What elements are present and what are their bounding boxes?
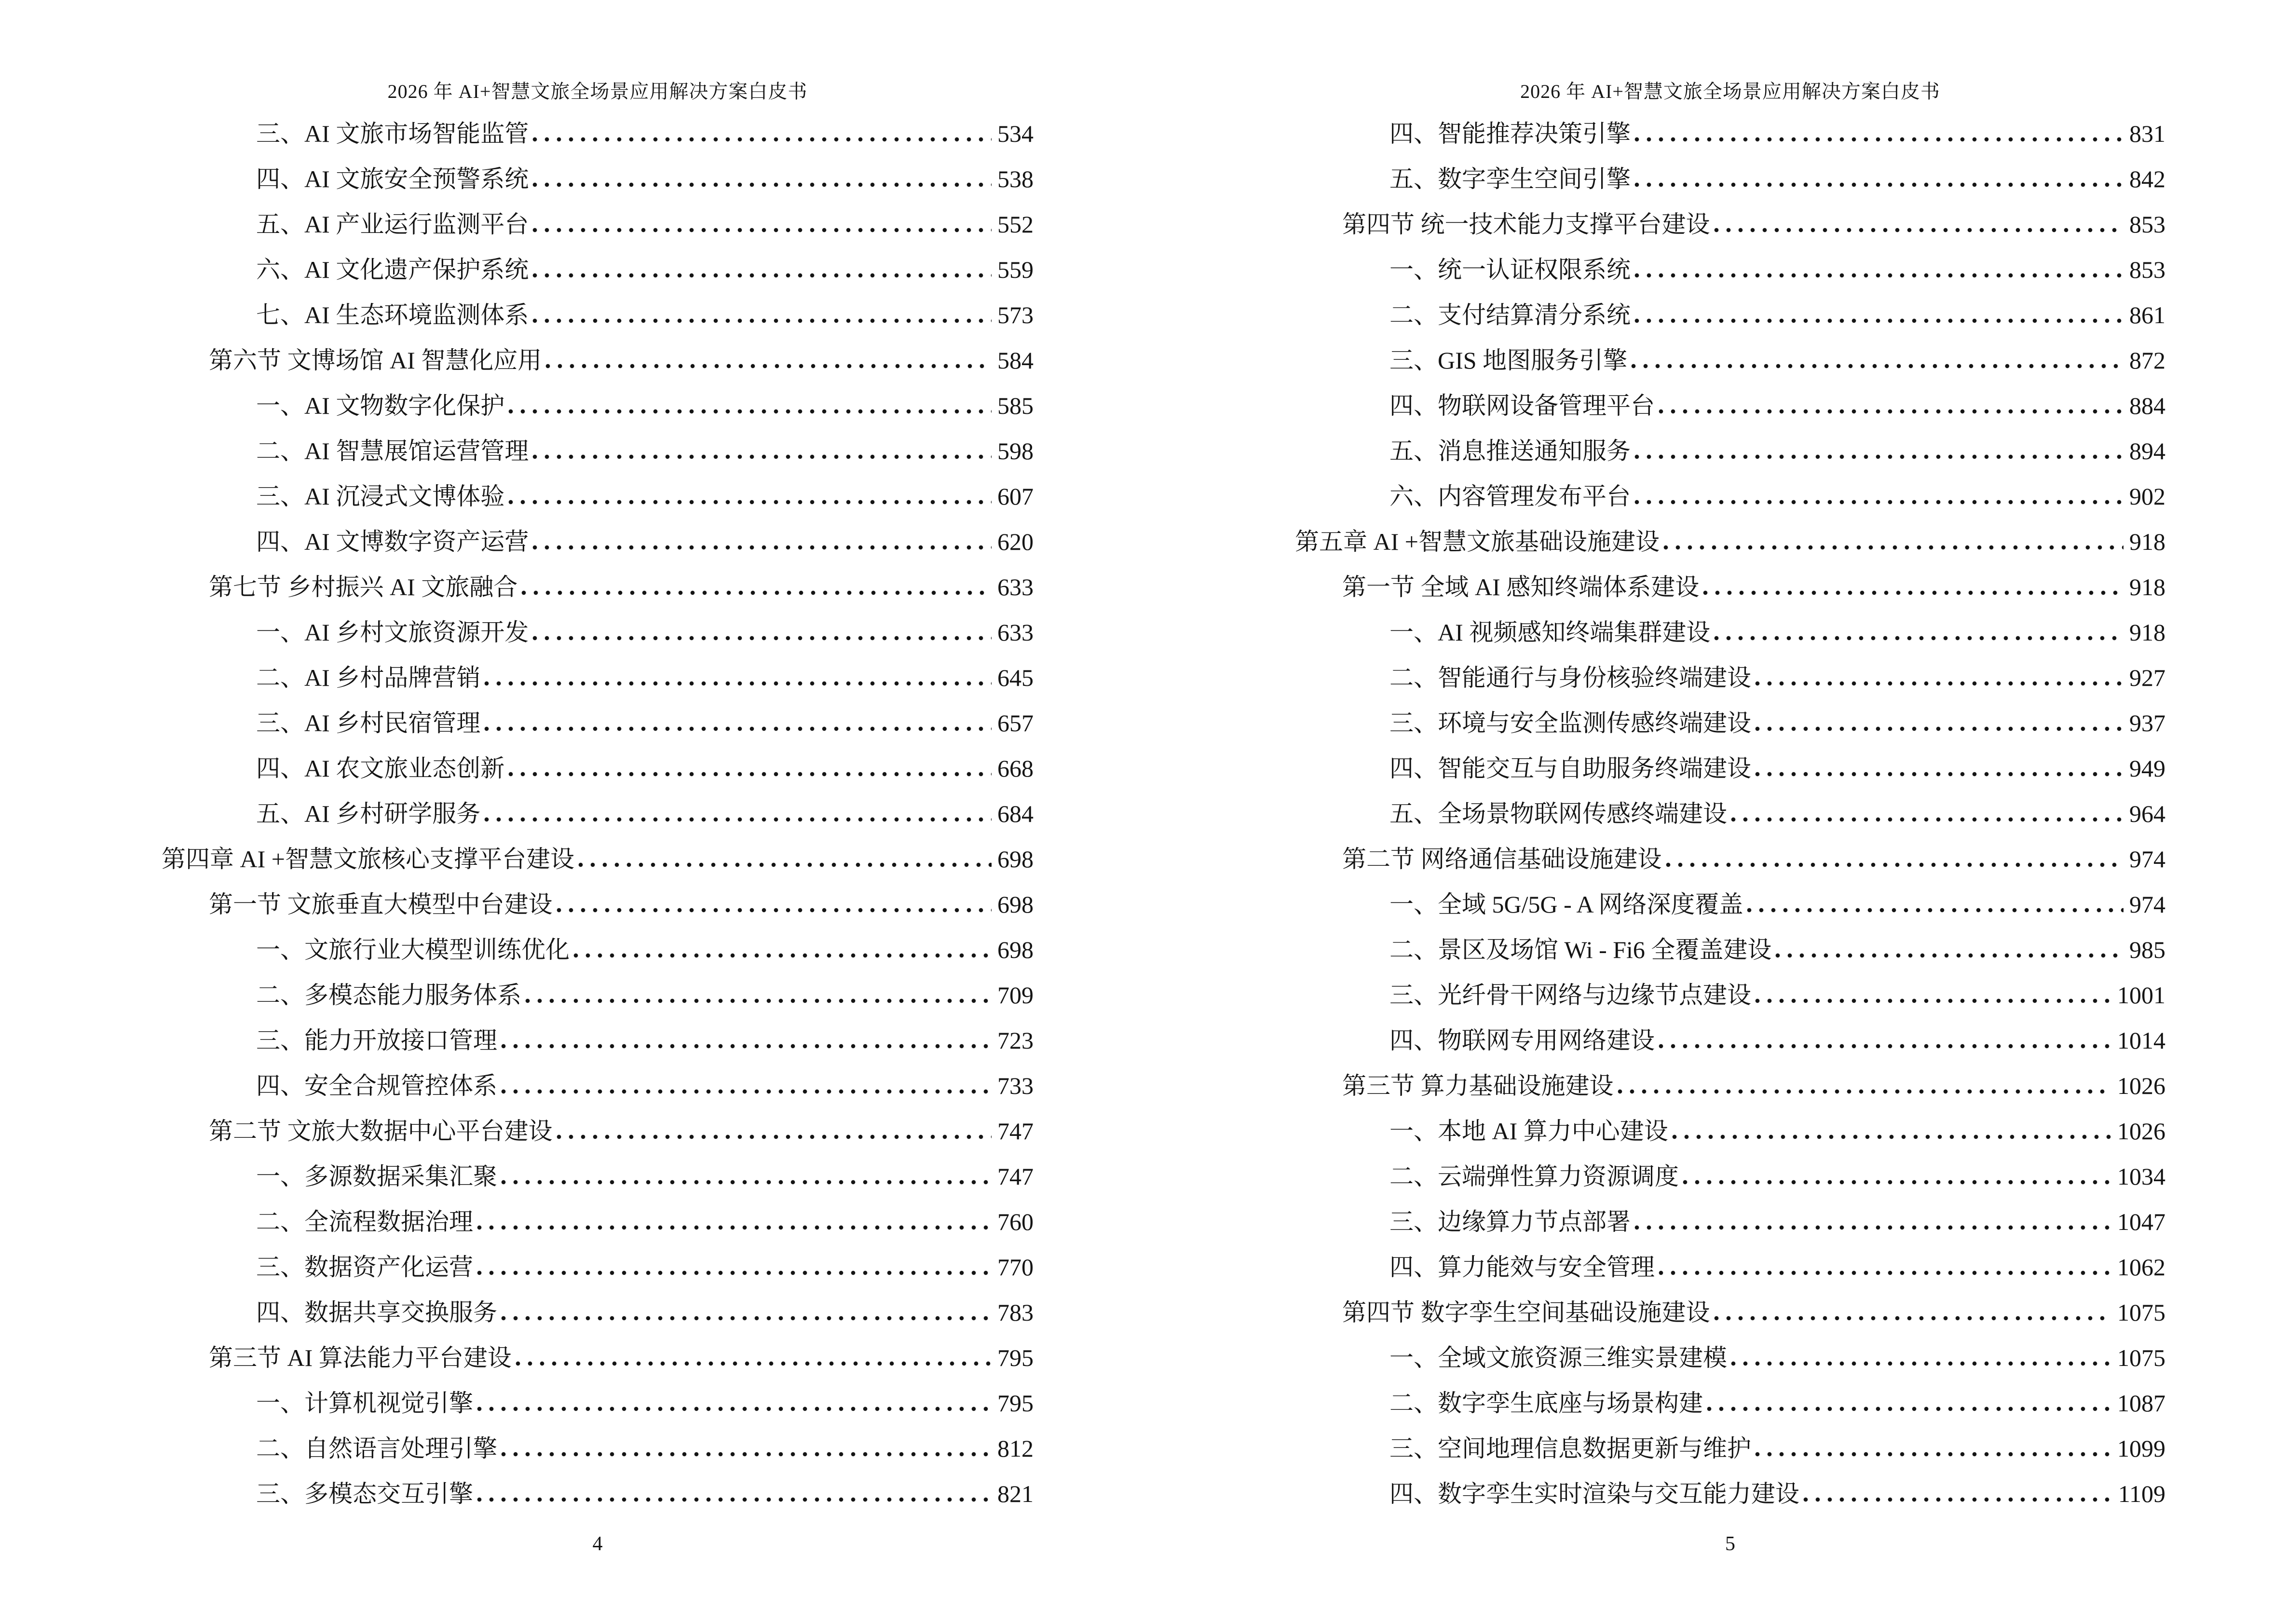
toc-entry-page: 1001 <box>2117 982 2165 1009</box>
toc-entry-title: 五、消息推送通知服务 <box>1389 437 1631 464</box>
toc-entry-page: 795 <box>997 1390 1034 1417</box>
page-content <box>162 0 1034 1624</box>
dot-leader <box>532 136 992 142</box>
toc-entry[interactable] <box>1295 700 2165 746</box>
toc-entry-page: 585 <box>997 392 1034 419</box>
dot-leader <box>501 1315 992 1321</box>
toc-entry[interactable] <box>1295 1426 2165 1471</box>
toc-entry-page: 633 <box>997 573 1034 600</box>
toc-entry[interactable] <box>162 746 1034 791</box>
toc-entry-page: 894 <box>2129 437 2165 464</box>
dot-leader <box>1714 635 2124 641</box>
toc-entry-page: 918 <box>2129 528 2165 555</box>
dot-leader <box>1634 273 2124 278</box>
toc-entry-page: 1099 <box>2117 1435 2165 1462</box>
dot-leader <box>532 182 992 187</box>
dot-leader <box>1747 907 2124 913</box>
toc-entry-title: 四、安全合规管控体系 <box>256 1072 497 1099</box>
toc-entry-title: 三、边缘算力节点部署 <box>1389 1208 1631 1235</box>
toc-entry-title: 第三节 AI 算法能力平台建设 <box>209 1344 512 1371</box>
toc-entry[interactable] <box>1295 1018 2165 1063</box>
toc-entry-page: 812 <box>997 1435 1034 1462</box>
toc-entry-page: 783 <box>997 1299 1034 1326</box>
toc-entry-page: 770 <box>997 1254 1034 1281</box>
toc-entry-title: 五、AI 乡村研学服务 <box>256 800 481 827</box>
toc-entry[interactable] <box>162 1108 1034 1154</box>
toc-entry[interactable] <box>1295 746 2165 791</box>
toc-entry[interactable] <box>162 564 1034 610</box>
toc-list <box>162 111 1034 1516</box>
toc-entry-title: 第二节 文旅大数据中心平台建设 <box>209 1118 553 1145</box>
dot-leader <box>501 1179 992 1185</box>
toc-entry[interactable] <box>1295 564 2165 610</box>
toc-entry-page: 760 <box>997 1208 1034 1235</box>
toc-entry[interactable] <box>1295 247 2165 292</box>
toc-entry[interactable] <box>1295 1154 2165 1199</box>
dot-leader <box>477 1497 992 1502</box>
toc-entry-page: 698 <box>997 891 1034 918</box>
toc-entry-title: 一、多源数据采集汇聚 <box>256 1163 497 1190</box>
dot-leader <box>532 635 992 641</box>
toc-entry[interactable] <box>1295 202 2165 247</box>
toc-entry-title: 一、全域 5G/5G - A 网络深度覆盖 <box>1389 891 1743 918</box>
toc-entry-page: 1075 <box>2117 1344 2165 1371</box>
toc-entry-title: 第六节 文博场馆 AI 智慧化应用 <box>209 347 542 374</box>
dot-leader <box>1634 499 2124 505</box>
toc-entry-title: 四、智能交互与自助服务终端建设 <box>1389 755 1751 782</box>
dot-leader <box>521 590 992 595</box>
toc-entry-page: 964 <box>2129 800 2165 827</box>
toc-entry[interactable] <box>162 1335 1034 1380</box>
dot-leader <box>508 409 992 414</box>
toc-entry[interactable] <box>1295 1108 2165 1154</box>
dot-leader <box>1659 1270 2111 1275</box>
dot-leader <box>1714 227 2124 232</box>
toc-entry-page: 918 <box>2129 573 2165 600</box>
toc-entry[interactable] <box>162 836 1034 882</box>
toc-entry-page: 668 <box>997 755 1034 782</box>
toc-entry-page: 559 <box>997 256 1034 283</box>
toc-entry-title: 一、计算机视觉引擎 <box>256 1390 473 1417</box>
toc-entry-page: 1026 <box>2117 1118 2165 1145</box>
toc-entry-title: 二、数字孪生底座与场景构建 <box>1389 1390 1703 1417</box>
toc-entry[interactable] <box>162 474 1034 519</box>
dot-leader <box>1803 1497 2112 1502</box>
toc-entry[interactable] <box>1295 1335 2165 1380</box>
toc-entry[interactable] <box>1295 1380 2165 1426</box>
toc-entry-page: 1026 <box>2117 1072 2165 1099</box>
dot-leader <box>532 318 992 323</box>
toc-entry-page: 620 <box>997 528 1034 555</box>
toc-entry[interactable] <box>162 1199 1034 1244</box>
toc-entry[interactable] <box>162 202 1034 247</box>
toc-entry[interactable] <box>162 383 1034 428</box>
toc-entry-page: 974 <box>2129 891 2165 918</box>
toc-list <box>1295 111 2165 1516</box>
toc-entry-title: 第四章 AI +智慧文旅核心支撑平台建设 <box>162 846 574 873</box>
toc-entry[interactable] <box>162 1063 1034 1108</box>
toc-entry-title: 三、光纤骨干网络与边缘节点建设 <box>1389 982 1751 1009</box>
toc-entry[interactable] <box>162 428 1034 474</box>
toc-entry-title: 第三节 算力基础设施建设 <box>1342 1072 1614 1099</box>
toc-entry[interactable] <box>1295 383 2165 428</box>
dot-leader <box>532 545 992 550</box>
toc-entry-page: 534 <box>997 120 1034 147</box>
toc-entry[interactable] <box>1295 791 2165 836</box>
dot-leader <box>545 363 992 368</box>
toc-entry-title: 二、景区及场馆 Wi - Fi6 全覆盖建设 <box>1389 936 1772 963</box>
toc-entry-title: 二、全流程数据治理 <box>256 1208 473 1235</box>
toc-entry-title: 四、数据共享交换服务 <box>256 1299 497 1326</box>
dot-leader <box>1631 363 2124 368</box>
dot-leader <box>501 1089 992 1094</box>
page-number: 5 <box>1725 1533 1735 1555</box>
toc-entry-page: 1087 <box>2117 1390 2165 1417</box>
dot-leader <box>501 1043 992 1049</box>
toc-entry[interactable] <box>1295 338 2165 383</box>
toc-entry-page: 853 <box>2129 256 2165 283</box>
toc-entry-title: 二、AI 智慧展馆运营管理 <box>256 437 529 464</box>
toc-entry[interactable] <box>1295 836 2165 882</box>
toc-entry-title: 四、数字孪生实时渲染与交互能力建设 <box>1389 1480 1799 1507</box>
toc-entry-page: 538 <box>997 165 1034 192</box>
toc-entry[interactable] <box>1295 1199 2165 1244</box>
dot-leader <box>1683 1179 2111 1185</box>
dot-leader <box>1707 1406 2111 1411</box>
toc-entry-title: 一、AI 文物数字化保护 <box>256 392 505 419</box>
toc-entry[interactable] <box>162 1154 1034 1199</box>
toc-entry-page: 853 <box>2129 211 2165 238</box>
toc-entry[interactable] <box>162 1244 1034 1290</box>
toc-entry-page: 974 <box>2129 846 2165 873</box>
toc-entry-page: 1034 <box>2117 1163 2165 1190</box>
toc-entry[interactable] <box>1295 927 2165 972</box>
toc-entry[interactable] <box>162 1018 1034 1063</box>
toc-entry-page: 949 <box>2129 755 2165 782</box>
dot-leader <box>1755 726 2124 731</box>
toc-entry[interactable] <box>162 655 1034 700</box>
toc-entry-page: 657 <box>997 710 1034 737</box>
toc-entry-page: 573 <box>997 301 1034 328</box>
toc-entry-page: 872 <box>2129 347 2165 374</box>
toc-entry-page: 709 <box>997 982 1034 1009</box>
page-content <box>1295 0 2165 1624</box>
toc-entry-page: 1109 <box>2118 1480 2165 1507</box>
dot-leader <box>1634 136 2124 142</box>
toc-entry-title: 一、全域文旅资源三维实景建模 <box>1389 1344 1727 1371</box>
dot-leader <box>484 817 992 822</box>
dot-leader <box>525 998 992 1003</box>
toc-entry-title: 三、空间地理信息数据更新与维护 <box>1389 1435 1751 1462</box>
dot-leader <box>532 454 992 459</box>
toc-entry[interactable] <box>162 1380 1034 1426</box>
toc-entry[interactable] <box>1295 972 2165 1018</box>
toc-entry-title: 第五章 AI +智慧文旅基础设施建设 <box>1295 528 1660 555</box>
toc-entry[interactable] <box>1295 292 2165 338</box>
toc-entry-page: 1047 <box>2117 1208 2165 1235</box>
toc-entry-title: 三、AI 沉浸式文博体验 <box>256 483 505 510</box>
toc-entry-page: 831 <box>2129 120 2165 147</box>
toc-entry-title: 四、物联网设备管理平台 <box>1389 392 1655 419</box>
dot-leader <box>1731 817 2124 822</box>
page-number: 4 <box>592 1533 603 1555</box>
toc-entry-title: 一、统一认证权限系统 <box>1389 256 1631 283</box>
toc-entry-page: 645 <box>997 664 1034 691</box>
dot-leader <box>484 681 992 686</box>
toc-entry-page: 821 <box>997 1480 1034 1507</box>
toc-entry-title: 四、算力能效与安全管理 <box>1389 1254 1655 1281</box>
toc-entry[interactable] <box>162 247 1034 292</box>
toc-entry-page: 552 <box>997 211 1034 238</box>
toc-entry-page: 937 <box>2129 710 2165 737</box>
toc-entry-page: 1062 <box>2117 1254 2165 1281</box>
toc-entry-page: 985 <box>2129 936 2165 963</box>
toc-entry-title: 第一节 全域 AI 感知终端体系建设 <box>1342 573 1700 600</box>
toc-entry[interactable] <box>1295 610 2165 655</box>
dot-leader <box>501 1451 992 1457</box>
toc-entry-title: 二、多模态能力服务体系 <box>256 982 521 1009</box>
dot-leader <box>1666 862 2124 867</box>
toc-entry[interactable] <box>162 338 1034 383</box>
dot-leader <box>1663 545 2124 550</box>
dot-leader <box>1659 1043 2111 1049</box>
dot-leader <box>557 1134 992 1139</box>
toc-entry-title: 三、能力开放接口管理 <box>256 1027 497 1054</box>
toc-entry-title: 五、AI 产业运行监测平台 <box>256 211 529 238</box>
dot-leader <box>477 1270 992 1275</box>
dot-leader <box>1731 1361 2111 1366</box>
dot-leader <box>1755 998 2111 1003</box>
toc-entry[interactable] <box>162 156 1034 202</box>
toc-entry-title: 六、AI 文化遗产保护系统 <box>256 256 529 283</box>
dot-leader <box>508 499 992 505</box>
toc-entry-page: 733 <box>997 1072 1034 1099</box>
toc-entry-title: 七、AI 生态环境监测体系 <box>256 301 529 328</box>
page-header-title: 2026 年 AI+智慧文旅全场景应用解决方案白皮书 <box>1520 81 1940 102</box>
toc-entry[interactable] <box>162 1471 1034 1516</box>
toc-entry[interactable] <box>1295 1290 2165 1335</box>
toc-entry-title: 三、多模态交互引擎 <box>256 1480 473 1507</box>
toc-entry-title: 三、AI 乡村民宿管理 <box>256 710 481 737</box>
toc-entry-page: 1014 <box>2117 1027 2165 1054</box>
dot-leader <box>532 273 992 278</box>
toc-entry-page: 723 <box>997 1027 1034 1054</box>
dot-leader <box>532 227 992 232</box>
toc-entry-title: 二、自然语言处理引擎 <box>256 1435 497 1462</box>
dot-leader <box>1634 1225 2111 1230</box>
toc-entry-page: 584 <box>997 347 1034 374</box>
dot-leader <box>1714 1315 2112 1321</box>
dot-leader <box>1755 1451 2111 1457</box>
toc-entry-page: 842 <box>2129 165 2165 192</box>
toc-entry-title: 一、AI 乡村文旅资源开发 <box>256 619 529 646</box>
toc-entry-page: 684 <box>997 800 1034 827</box>
toc-entry-page: 698 <box>997 936 1034 963</box>
dot-leader <box>484 726 992 731</box>
toc-entry[interactable] <box>1295 111 2165 156</box>
toc-entry-title: 四、智能推荐决策引擎 <box>1389 120 1631 147</box>
toc-entry-page: 747 <box>997 1118 1034 1145</box>
dot-leader <box>578 862 992 867</box>
toc-entry[interactable] <box>162 1290 1034 1335</box>
toc-entry-title: 四、AI 文旅安全预警系统 <box>256 165 529 192</box>
toc-page-right <box>1144 0 2287 1624</box>
toc-entry-title: 三、数据资产化运营 <box>256 1254 473 1281</box>
toc-entry-page: 918 <box>2129 619 2165 646</box>
toc-entry[interactable] <box>1295 1063 2165 1108</box>
toc-entry-title: 第七节 乡村振兴 AI 文旅融合 <box>209 573 518 600</box>
toc-entry-title: 第四节 数字孪生空间基础设施建设 <box>1342 1299 1710 1326</box>
toc-entry[interactable] <box>1295 1244 2165 1290</box>
toc-entry[interactable] <box>1295 156 2165 202</box>
dot-leader <box>508 771 992 777</box>
toc-entry[interactable] <box>162 791 1034 836</box>
toc-entry[interactable] <box>162 882 1034 927</box>
toc-entry-title: 五、数字孪生空间引擎 <box>1389 165 1631 192</box>
page-header-title: 2026 年 AI+智慧文旅全场景应用解决方案白皮书 <box>387 81 808 102</box>
dot-leader <box>1618 1089 2112 1094</box>
toc-entry[interactable] <box>162 927 1034 972</box>
dot-leader <box>1659 409 2124 414</box>
toc-entry-title: 四、AI 文博数字资产运营 <box>256 528 529 555</box>
toc-entry[interactable] <box>162 972 1034 1018</box>
toc-entry-title: 一、本地 AI 算力中心建设 <box>1389 1118 1668 1145</box>
toc-entry-page: 902 <box>2129 483 2165 510</box>
dot-leader <box>477 1406 992 1411</box>
dot-leader <box>557 907 992 913</box>
toc-entry-page: 861 <box>2129 301 2165 328</box>
toc-entry[interactable] <box>162 519 1034 564</box>
toc-entry[interactable] <box>162 610 1034 655</box>
toc-entry-title: 四、AI 农文旅业态创新 <box>256 755 505 782</box>
toc-entry-title: 二、支付结算清分系统 <box>1389 301 1631 328</box>
toc-entry[interactable] <box>1295 882 2165 927</box>
dot-leader <box>1755 681 2124 686</box>
dot-leader <box>477 1225 992 1230</box>
toc-entry-title: 第四节 统一技术能力支撑平台建设 <box>1342 211 1710 238</box>
toc-entry-title: 一、文旅行业大模型训练优化 <box>256 936 570 963</box>
toc-entry[interactable] <box>162 1426 1034 1471</box>
toc-entry-title: 三、环境与安全监测传感终端建设 <box>1389 710 1751 737</box>
dot-leader <box>516 1361 992 1366</box>
toc-entry-title: 第一节 文旅垂直大模型中台建设 <box>209 891 553 918</box>
dot-leader <box>1775 953 2124 958</box>
toc-entry-title: 四、物联网专用网络建设 <box>1389 1027 1655 1054</box>
toc-entry-page: 1075 <box>2117 1299 2165 1326</box>
dot-leader <box>1634 454 2124 459</box>
dot-leader <box>1634 318 2124 323</box>
toc-entry-page: 607 <box>997 483 1034 510</box>
toc-entry[interactable] <box>1295 474 2165 519</box>
toc-entry-title: 六、内容管理发布平台 <box>1389 483 1631 510</box>
toc-entry[interactable] <box>1295 428 2165 474</box>
toc-entry[interactable] <box>162 111 1034 156</box>
toc-entry-title: 二、AI 乡村品牌营销 <box>256 664 481 691</box>
toc-entry-title: 三、AI 文旅市场智能监管 <box>256 120 529 147</box>
dot-leader <box>1703 590 2124 595</box>
toc-entry-title: 第二节 网络通信基础设施建设 <box>1342 846 1662 873</box>
dot-leader <box>1634 182 2124 187</box>
toc-entry-page: 747 <box>997 1163 1034 1190</box>
toc-entry[interactable] <box>162 700 1034 746</box>
toc-entry[interactable] <box>162 292 1034 338</box>
toc-entry-page: 884 <box>2129 392 2165 419</box>
toc-entry-title: 五、全场景物联网传感终端建设 <box>1389 800 1727 827</box>
toc-entry-title: 一、AI 视频感知终端集群建设 <box>1389 619 1711 646</box>
toc-entry-page: 698 <box>997 846 1034 873</box>
toc-entry-title: 二、云端弹性算力资源调度 <box>1389 1163 1679 1190</box>
toc-entry-title: 二、智能通行与身份核验终端建设 <box>1389 664 1751 691</box>
dot-leader <box>1672 1134 2111 1139</box>
toc-entry-page: 795 <box>997 1344 1034 1371</box>
toc-entry-page: 598 <box>997 437 1034 464</box>
toc-entry-page: 633 <box>997 619 1034 646</box>
dot-leader <box>573 953 992 958</box>
toc-entry[interactable] <box>1295 655 2165 700</box>
toc-entry[interactable] <box>1295 519 2165 564</box>
toc-entry[interactable] <box>1295 1471 2165 1516</box>
dot-leader <box>1755 771 2124 777</box>
toc-entry-page: 927 <box>2129 664 2165 691</box>
toc-entry-title: 三、GIS 地图服务引擎 <box>1389 347 1628 374</box>
